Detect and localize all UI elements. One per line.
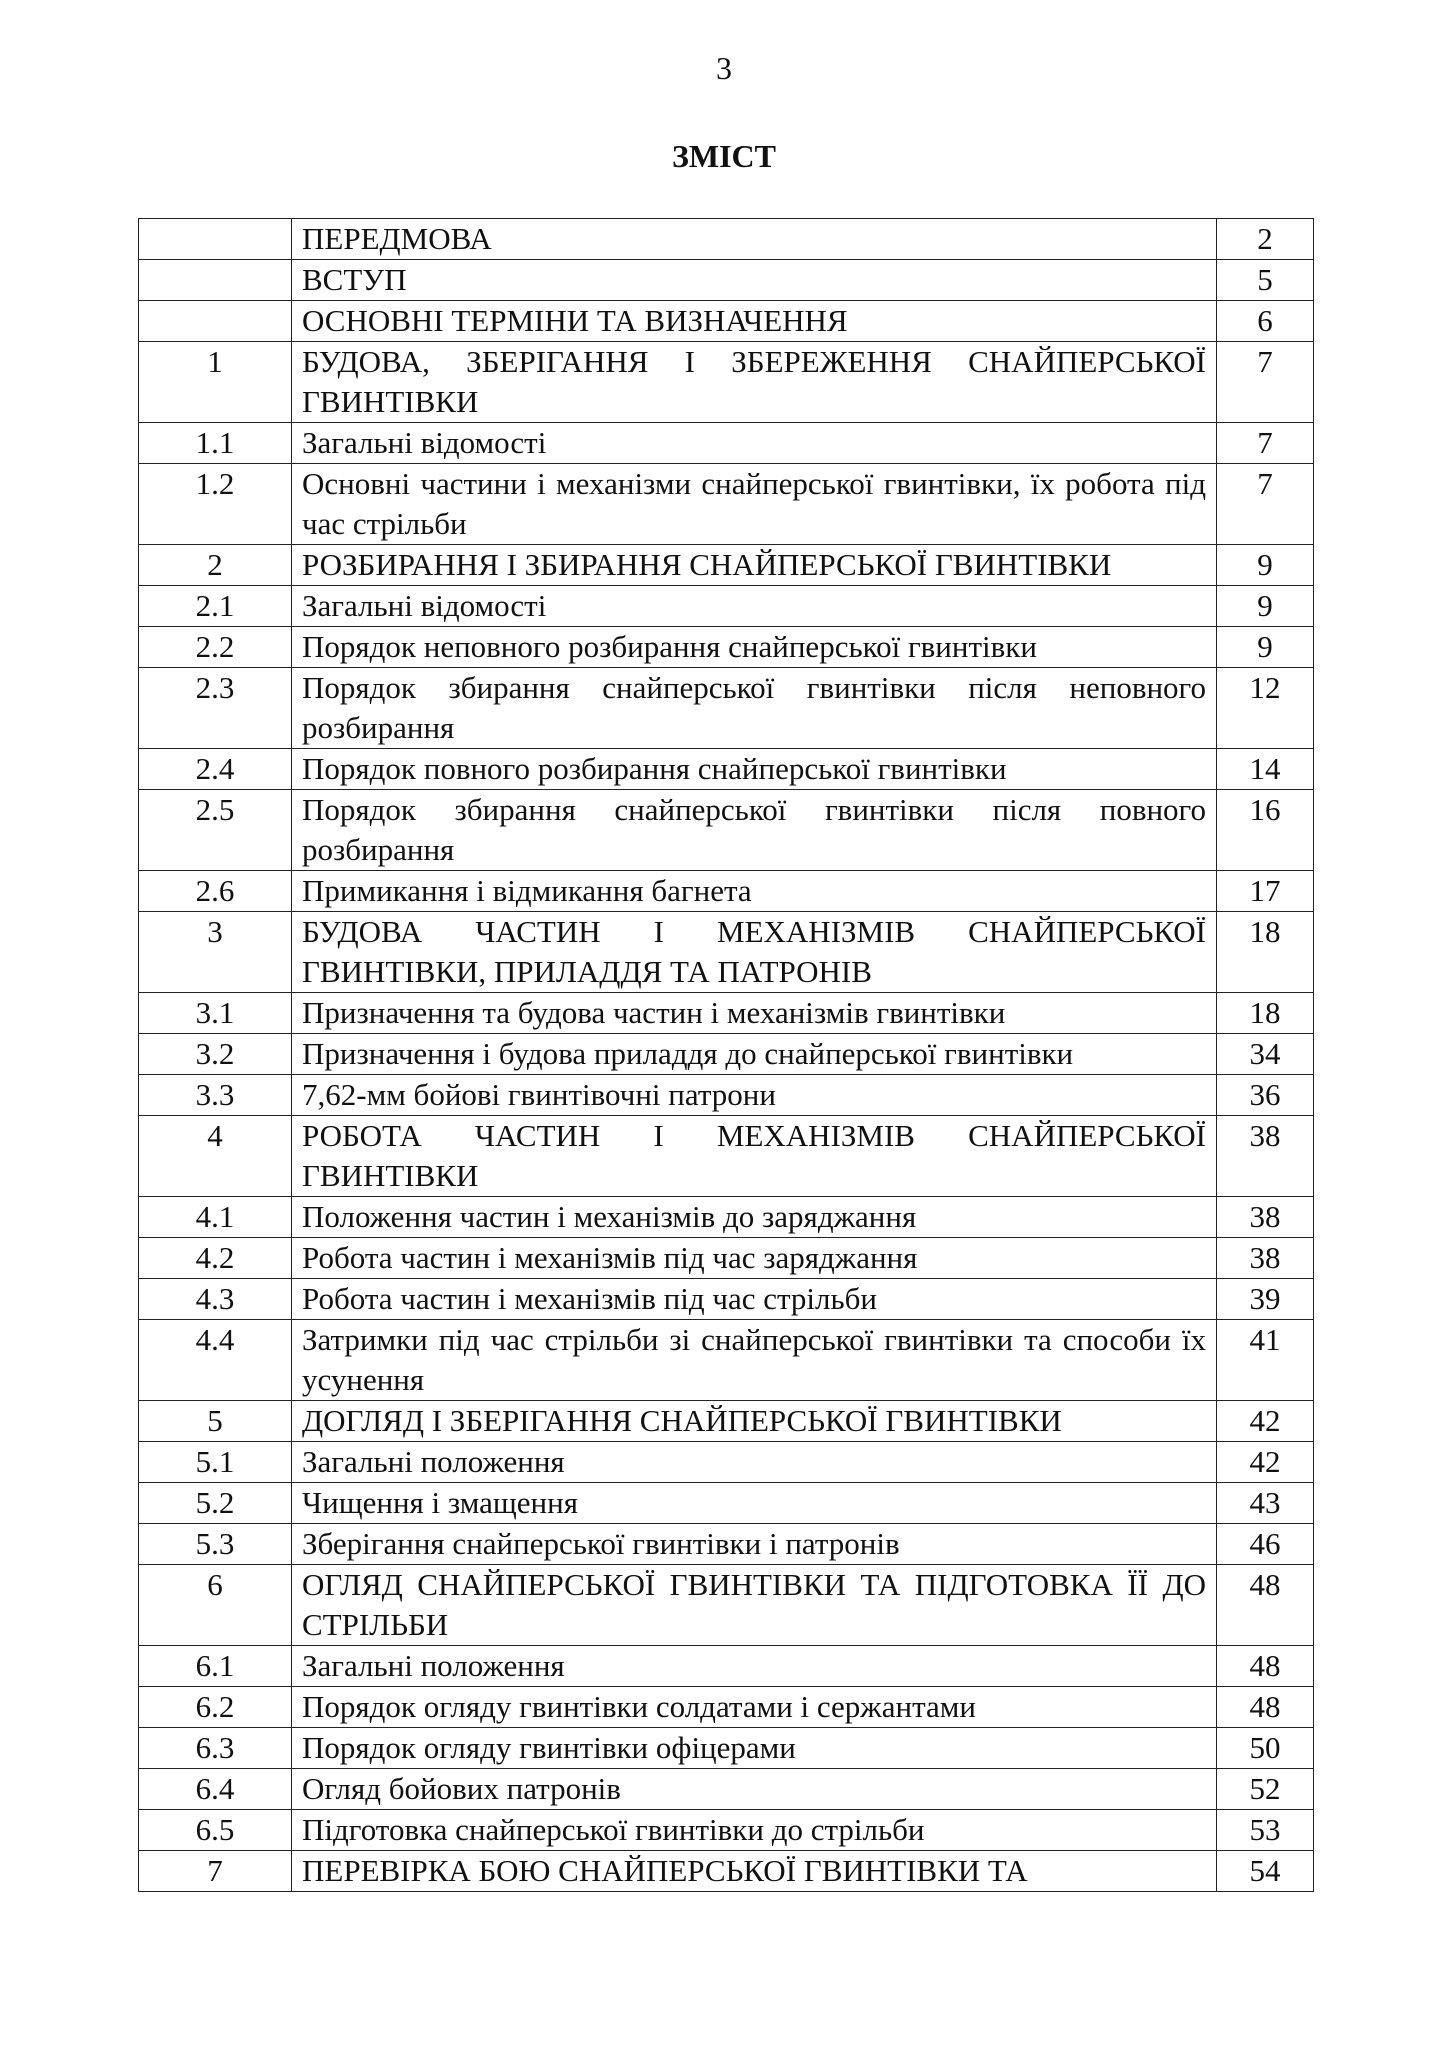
section-page: 9	[1217, 627, 1314, 668]
section-page: 52	[1217, 1769, 1314, 1810]
section-number: 2.5	[139, 790, 292, 871]
page-title: ЗМІСТ	[672, 138, 776, 174]
section-title: Загальні відомості	[292, 423, 1217, 464]
table-row	[139, 912, 1314, 993]
section-page: 6	[1217, 301, 1314, 342]
section-number: 3.3	[139, 1075, 292, 1116]
section-title: ОГЛЯД СНАЙПЕРСЬКОЇ ГВИНТІВКИ ТА ПІДГОТОВКА ЇЇ ДО СТРІЛЬБИ	[292, 1565, 1217, 1646]
table-row	[139, 790, 1314, 871]
section-title: РОБОТА ЧАСТИН І МЕХАНІЗМІВ СНАЙПЕРСЬКОЇ ГВИНТІВКИ	[292, 1116, 1217, 1197]
section-title: Порядок огляду гвинтівки солдатами і сержантами	[292, 1687, 1217, 1728]
section-title: ПЕРЕДМОВА	[292, 219, 1217, 260]
table-row	[139, 668, 1314, 749]
section-number	[139, 260, 292, 301]
section-number: 1.1	[139, 423, 292, 464]
section-number: 2	[139, 545, 292, 586]
section-number: 5.1	[139, 1442, 292, 1483]
section-number: 2.6	[139, 871, 292, 912]
section-number: 2.3	[139, 668, 292, 749]
table-row	[139, 301, 1314, 342]
table-of-contents	[138, 218, 1314, 1892]
section-title: ВСТУП	[292, 260, 1217, 301]
section-title: Робота частин і механізмів під час стрільби	[292, 1279, 1217, 1320]
table-row	[139, 627, 1314, 668]
section-title: Основні частини і механізми снайперської гвинтівки, їх робота під час стрільби	[292, 464, 1217, 545]
section-page: 38	[1217, 1197, 1314, 1238]
section-number: 3.1	[139, 993, 292, 1034]
section-page: 48	[1217, 1646, 1314, 1687]
section-title: Призначення і будова приладдя до снайперської гвинтівки	[292, 1034, 1217, 1075]
section-title: Положення частин і механізмів до заряджання	[292, 1197, 1217, 1238]
page-number: 3	[716, 50, 732, 86]
toc-body	[139, 219, 1314, 1892]
table-row	[139, 219, 1314, 260]
table-row	[139, 260, 1314, 301]
table-row	[139, 1810, 1314, 1851]
section-page: 16	[1217, 790, 1314, 871]
section-number	[139, 219, 292, 260]
section-page: 43	[1217, 1483, 1314, 1524]
section-page: 42	[1217, 1442, 1314, 1483]
section-page: 18	[1217, 993, 1314, 1034]
section-page: 17	[1217, 871, 1314, 912]
section-number: 3	[139, 912, 292, 993]
section-number: 3.2	[139, 1034, 292, 1075]
table-row	[139, 464, 1314, 545]
section-number: 2.1	[139, 586, 292, 627]
section-page: 9	[1217, 545, 1314, 586]
section-number: 6.3	[139, 1728, 292, 1769]
section-title: Примикання і відмикання багнета	[292, 871, 1217, 912]
section-number: 6.2	[139, 1687, 292, 1728]
section-number: 5	[139, 1401, 292, 1442]
section-title: 7,62-мм бойові гвинтівочні патрони	[292, 1075, 1217, 1116]
table-row	[139, 1728, 1314, 1769]
table-row	[139, 1075, 1314, 1116]
table-row	[139, 1320, 1314, 1401]
section-title: ДОГЛЯД І ЗБЕРІГАННЯ СНАЙПЕРСЬКОЇ ГВИНТІВКИ	[292, 1401, 1217, 1442]
section-page: 34	[1217, 1034, 1314, 1075]
section-title: Порядок неповного розбирання снайперської гвинтівки	[292, 627, 1217, 668]
section-title: ПЕРЕВІРКА БОЮ СНАЙПЕРСЬКОЇ ГВИНТІВКИ ТА	[292, 1851, 1217, 1892]
section-page: 48	[1217, 1565, 1314, 1646]
section-title: БУДОВА ЧАСТИН І МЕХАНІЗМІВ СНАЙПЕРСЬКОЇ ГВИНТІВКИ, ПРИЛАДДЯ ТА ПАТРОНІВ	[292, 912, 1217, 993]
table-row	[139, 1197, 1314, 1238]
section-number: 6.1	[139, 1646, 292, 1687]
section-number: 5.2	[139, 1483, 292, 1524]
table-row	[139, 1034, 1314, 1075]
section-page: 9	[1217, 586, 1314, 627]
table-row	[139, 423, 1314, 464]
table-row	[139, 749, 1314, 790]
section-title: ОСНОВНІ ТЕРМІНИ ТА ВИЗНАЧЕННЯ	[292, 301, 1217, 342]
section-title: Загальні положення	[292, 1646, 1217, 1687]
table-row	[139, 993, 1314, 1034]
section-title: Порядок повного розбирання снайперської гвинтівки	[292, 749, 1217, 790]
table-row	[139, 1524, 1314, 1565]
section-page: 38	[1217, 1116, 1314, 1197]
section-title: Робота частин і механізмів під час заряджання	[292, 1238, 1217, 1279]
section-page: 46	[1217, 1524, 1314, 1565]
section-title: Підготовка снайперської гвинтівки до стрільби	[292, 1810, 1217, 1851]
section-number: 6	[139, 1565, 292, 1646]
section-number: 4	[139, 1116, 292, 1197]
section-page: 12	[1217, 668, 1314, 749]
table-row	[139, 545, 1314, 586]
section-title: РОЗБИРАННЯ І ЗБИРАННЯ СНАЙПЕРСЬКОЇ ГВИНТІВКИ	[292, 545, 1217, 586]
section-number: 4.3	[139, 1279, 292, 1320]
table-row	[139, 1687, 1314, 1728]
section-page: 42	[1217, 1401, 1314, 1442]
section-number: 6.5	[139, 1810, 292, 1851]
section-number: 1.2	[139, 464, 292, 545]
section-number: 4.2	[139, 1238, 292, 1279]
table-row	[139, 1769, 1314, 1810]
section-number: 2.2	[139, 627, 292, 668]
section-page: 5	[1217, 260, 1314, 301]
table-row	[139, 1851, 1314, 1892]
table-row	[139, 1238, 1314, 1279]
section-title: Загальні положення	[292, 1442, 1217, 1483]
section-title: Затримки під час стрільби зі снайперської гвинтівки та способи їх усунення	[292, 1320, 1217, 1401]
section-page: 48	[1217, 1687, 1314, 1728]
table-row	[139, 1279, 1314, 1320]
section-number: 2.4	[139, 749, 292, 790]
section-page: 53	[1217, 1810, 1314, 1851]
section-number	[139, 301, 292, 342]
section-title: Чищення і змащення	[292, 1483, 1217, 1524]
table-row	[139, 1565, 1314, 1646]
table-row	[139, 871, 1314, 912]
section-title: Огляд бойових патронів	[292, 1769, 1217, 1810]
section-page: 50	[1217, 1728, 1314, 1769]
section-page: 54	[1217, 1851, 1314, 1892]
table-row	[139, 586, 1314, 627]
section-title: Порядок збирання снайперської гвинтівки після повного розбирання	[292, 790, 1217, 871]
section-page: 36	[1217, 1075, 1314, 1116]
section-page: 7	[1217, 464, 1314, 545]
table-row	[139, 342, 1314, 423]
section-number: 5.3	[139, 1524, 292, 1565]
section-number: 7	[139, 1851, 292, 1892]
table-row	[139, 1483, 1314, 1524]
section-number: 6.4	[139, 1769, 292, 1810]
section-title: Призначення та будова частин і механізмів гвинтівки	[292, 993, 1217, 1034]
table-row	[139, 1646, 1314, 1687]
section-page: 18	[1217, 912, 1314, 993]
section-page: 38	[1217, 1238, 1314, 1279]
section-page: 41	[1217, 1320, 1314, 1401]
table-row	[139, 1116, 1314, 1197]
section-title: Порядок збирання снайперської гвинтівки після неповного розбирання	[292, 668, 1217, 749]
section-page: 7	[1217, 342, 1314, 423]
section-page: 39	[1217, 1279, 1314, 1320]
section-title: Порядок огляду гвинтівки офіцерами	[292, 1728, 1217, 1769]
section-page: 2	[1217, 219, 1314, 260]
section-title: Загальні відомості	[292, 586, 1217, 627]
section-title: Зберігання снайперської гвинтівки і патронів	[292, 1524, 1217, 1565]
section-page: 7	[1217, 423, 1314, 464]
table-row	[139, 1442, 1314, 1483]
section-number: 4.1	[139, 1197, 292, 1238]
table-row	[139, 1401, 1314, 1442]
section-page: 14	[1217, 749, 1314, 790]
section-title: БУДОВА, ЗБЕРІГАННЯ І ЗБЕРЕЖЕННЯ СНАЙПЕРСЬКОЇ ГВИНТІВКИ	[292, 342, 1217, 423]
section-number: 4.4	[139, 1320, 292, 1401]
section-number: 1	[139, 342, 292, 423]
